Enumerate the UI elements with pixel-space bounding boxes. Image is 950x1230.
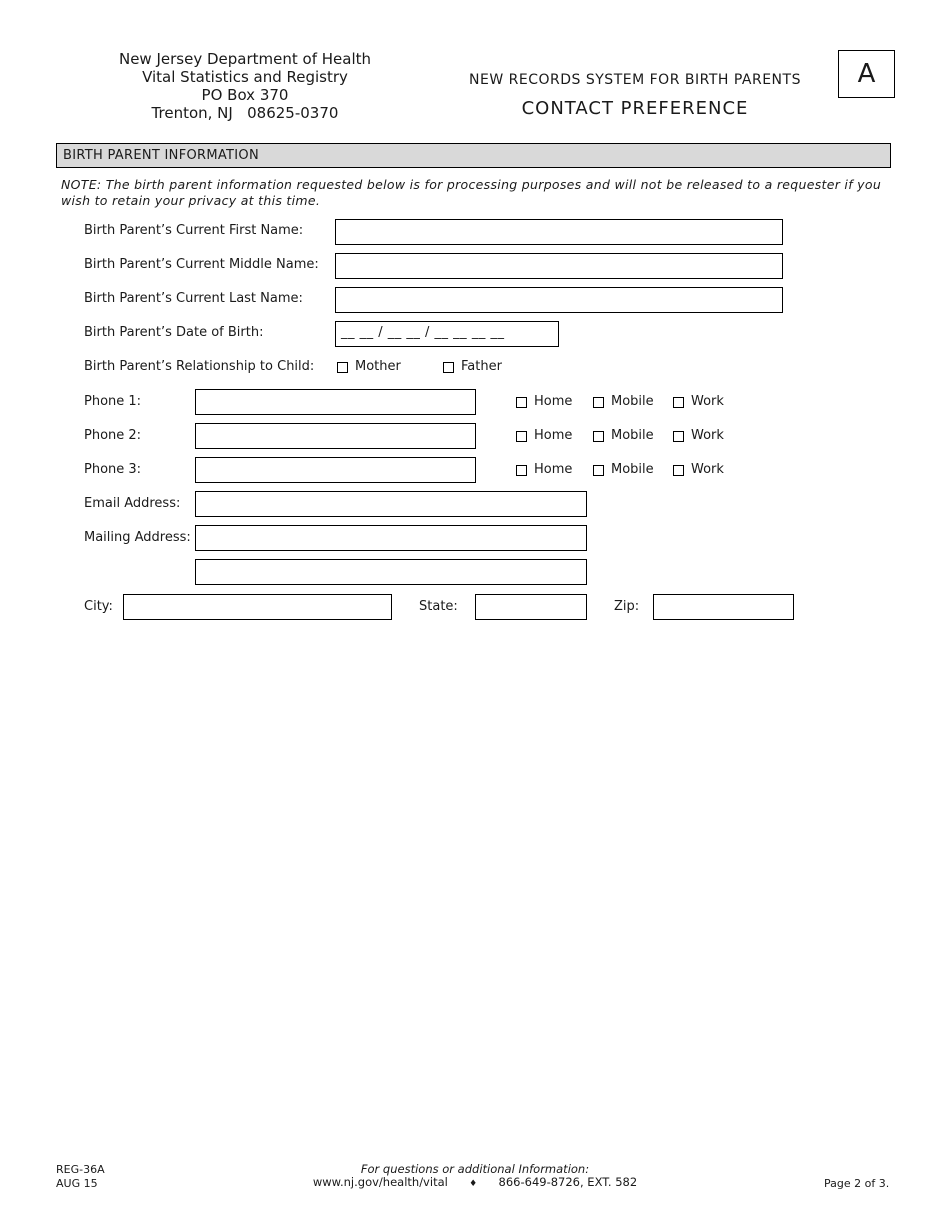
form-code: REG-36A	[56, 1163, 105, 1176]
agency-line: Trenton, NJ 08625-0370	[151, 104, 339, 122]
mailing-label: Mailing Address:	[84, 530, 191, 545]
form-date: AUG 15	[56, 1177, 98, 1190]
privacy-note: NOTE: The birth parent information requested below is for processing purposes and will not be released to a requester if you wish to retain your privacy at this time.	[61, 177, 882, 208]
page-number: Page 2 of 3.	[824, 1177, 890, 1190]
phone-3-mobile-checkbox[interactable]	[593, 465, 604, 476]
zip-input[interactable]	[653, 594, 794, 620]
phone-2-home-checkbox[interactable]	[516, 431, 527, 442]
middle-name-label: Birth Parent’s Current Middle Name:	[84, 257, 319, 272]
phone-1-work-checkbox[interactable]	[673, 397, 684, 408]
mother-checkbox[interactable]	[337, 362, 348, 373]
mailing-address-line-1-input[interactable]	[195, 525, 587, 551]
form-subtitle: NEW RECORDS SYSTEM FOR BIRTH PARENTS	[469, 72, 801, 88]
last-name-input[interactable]	[335, 287, 783, 313]
phone-number: 866-649-8726, EXT. 582	[498, 1175, 638, 1189]
phone-3-work-label: Work	[691, 462, 724, 477]
first-name-input[interactable]	[335, 219, 783, 245]
phone-2-mobile-checkbox[interactable]	[593, 431, 604, 442]
contact-info	[290, 1163, 660, 1191]
phone-1-label: Phone 1:	[84, 394, 142, 409]
phone-1-home-checkbox[interactable]	[516, 397, 527, 408]
dob-label: Birth Parent’s Date of Birth:	[84, 325, 264, 340]
phone-2-home-label: Home	[534, 428, 573, 443]
middle-name-input[interactable]	[335, 253, 783, 279]
phone-1-mobile-label: Mobile	[611, 394, 654, 409]
state-label: State:	[419, 599, 458, 614]
phone-3-input[interactable]	[195, 457, 476, 483]
form-title: CONTACT PREFERENCE	[521, 98, 749, 119]
section-heading: BIRTH PARENT INFORMATION	[56, 143, 891, 168]
mailing-address-line-2-input[interactable]	[195, 559, 587, 585]
relationship-label: Birth Parent’s Relationship to Child:	[84, 359, 315, 374]
father-label: Father	[461, 359, 502, 374]
phone-1-home-label: Home	[534, 394, 573, 409]
phone-3-mobile-label: Mobile	[611, 462, 654, 477]
phone-1-input[interactable]	[195, 389, 476, 415]
phone-2-input[interactable]	[195, 423, 476, 449]
city-input[interactable]	[123, 594, 392, 620]
phone-3-home-checkbox[interactable]	[516, 465, 527, 476]
questions-text: For questions or additional Information:	[360, 1162, 590, 1176]
last-name-label: Birth Parent’s Current Last Name:	[84, 291, 303, 306]
state-input[interactable]	[475, 594, 587, 620]
email-label: Email Address:	[84, 496, 181, 511]
agency-line: New Jersey Department of Health	[118, 50, 371, 68]
agency-line: PO Box 370	[201, 86, 289, 104]
phone-2-label: Phone 2:	[84, 428, 142, 443]
mother-label: Mother	[355, 359, 401, 374]
phone-3-work-checkbox[interactable]	[673, 465, 684, 476]
website-link[interactable]: www.nj.gov/health/vital	[312, 1175, 448, 1189]
phone-1-work-label: Work	[691, 394, 724, 409]
phone-3-label: Phone 3:	[84, 462, 142, 477]
email-input[interactable]	[195, 491, 587, 517]
agency-address	[110, 50, 380, 122]
father-checkbox[interactable]	[443, 362, 454, 373]
city-label: City:	[84, 599, 113, 614]
phone-2-work-checkbox[interactable]	[673, 431, 684, 442]
phone-2-work-label: Work	[691, 428, 724, 443]
form-letter-box: A	[838, 50, 895, 98]
first-name-label: Birth Parent’s Current First Name:	[84, 223, 304, 238]
phone-3-home-label: Home	[534, 462, 573, 477]
phone-2-mobile-label: Mobile	[611, 428, 654, 443]
zip-label: Zip:	[614, 599, 640, 614]
dob-input[interactable]: __ __ / __ __ / __ __ __ __	[335, 321, 559, 347]
phone-1-mobile-checkbox[interactable]	[593, 397, 604, 408]
agency-line: Vital Statistics and Registry	[142, 68, 348, 86]
separator-icon: ♦	[469, 1179, 478, 1189]
